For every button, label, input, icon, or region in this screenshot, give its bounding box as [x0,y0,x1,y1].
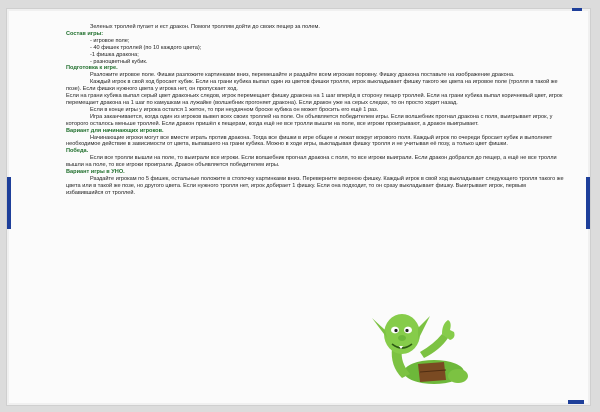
beginner-heading: Вариант для начинающих игроков. [66,127,164,134]
last-token-text: Если в конце игры у игрока остался 1 жетон, то при неудачном броске кубика он может бросить его ещё 1 раз. [90,106,379,113]
rules-text [66,24,564,197]
turn-text: Каждый игрок в свой ход бросает кубик. Если на грани кубика выпал один из цветов фишки тролля, игрок выкладывает фишку такого же цвета на игровое поле (тролля в такой же позе). Если фишки нужного цвета у игрока нет, он пропускает ход. [66,79,558,93]
components-item: - разноцветный кубик. [90,58,148,65]
troll-illustration [372,286,472,398]
components-item: -1 фишка дракона; [90,51,139,58]
game-end-text: Игра заканчивается, когда один из игроков вывел всех своих троллей на поле. Он объявляется победителем игры. Если волшебник прогнал дракона с поля, выигрывает игрок, у которого осталось меньше троллей. Если дракон пришёл к пещерам, когда ещё не все тролли вышли на поле, все игроки проигрывают, а дракон выигрывает. [66,113,553,127]
box-edge-tab-left [7,177,11,229]
victory-heading: Победа. [66,148,89,155]
beginner-text: Начинающие игроки могут все вместе играть против дракона. Тогда все фишки в игре общие и лежат вокруг игрового поля. Каждый игрок по очереди бросает кубик и выполняет необходимое действие в зависимости от цвета, выпавшего на грани кубика. Можно в ходе игры, выкладывая фишку тролля и не учитывая её позу, а только цвет фишки. [66,134,553,148]
troll-body [372,314,468,384]
intro-text: Зеленых троллей пугает и ест дракон. Помоги троллям дойти до своих пещер за полем. [90,24,320,30]
box-edge-tab-right [586,177,590,229]
box-edge-tab-top [572,8,582,11]
box-edge-tab-bottom [568,400,584,404]
components-item: - игровое поле; [90,37,130,44]
uno-heading: Вариант игры в УНО. [66,169,125,176]
components-heading: Состав игры: [66,30,104,37]
victory-text: Если все тролли вышли на поле, то выиграли все игроки. Если волшебник прогнал дракона с поля, то все игроки выиграли. Если дракон добрался до пещер, а ещё не все тролли вышли на поле, то все игроки проиграли. Дракон объявляется победителем игры. [66,155,557,169]
dragon-move-text: Если на грани кубика выпал серый цвет драконьих следов, игрок перемещает фишку дракона на 1 шаг вперёд в сторону пещер троллей. Если на грани кубика выпал коричневый цвет, игрок перемещает дракона на 1 шаг по камушкам на лужайке (волшебник прогоняет дракона). Если дракон уже на серых следах, то он просто ходит назад. [66,93,563,106]
components-item: - 40 фишек троллей (по 10 каждого цвета); [90,44,202,51]
setup-heading: Подготовка к игре. [66,65,118,72]
setup-text: Разложите игровое поле. Фишки разложите картинками вниз, перемешайте и раздайте всем игрокам поровну. Фишку дракона поставьте на изображение дракона. [90,72,515,79]
uno-text: Раздайте игрокам по 5 фишек, остальные положите в стопочку картинками вниз. Переверните верхнюю фишку. Каждый игрок в свой ход выкладывает следующего тролля такого же цвета или в такой же позе, но другого цвета. Если нужного тролля нет, игрок добирает 1 фишку. Если она подходит, то он сразу выкладывает фишку. Выигрывает игрок, первым избавившийся от троллей. [66,175,564,196]
